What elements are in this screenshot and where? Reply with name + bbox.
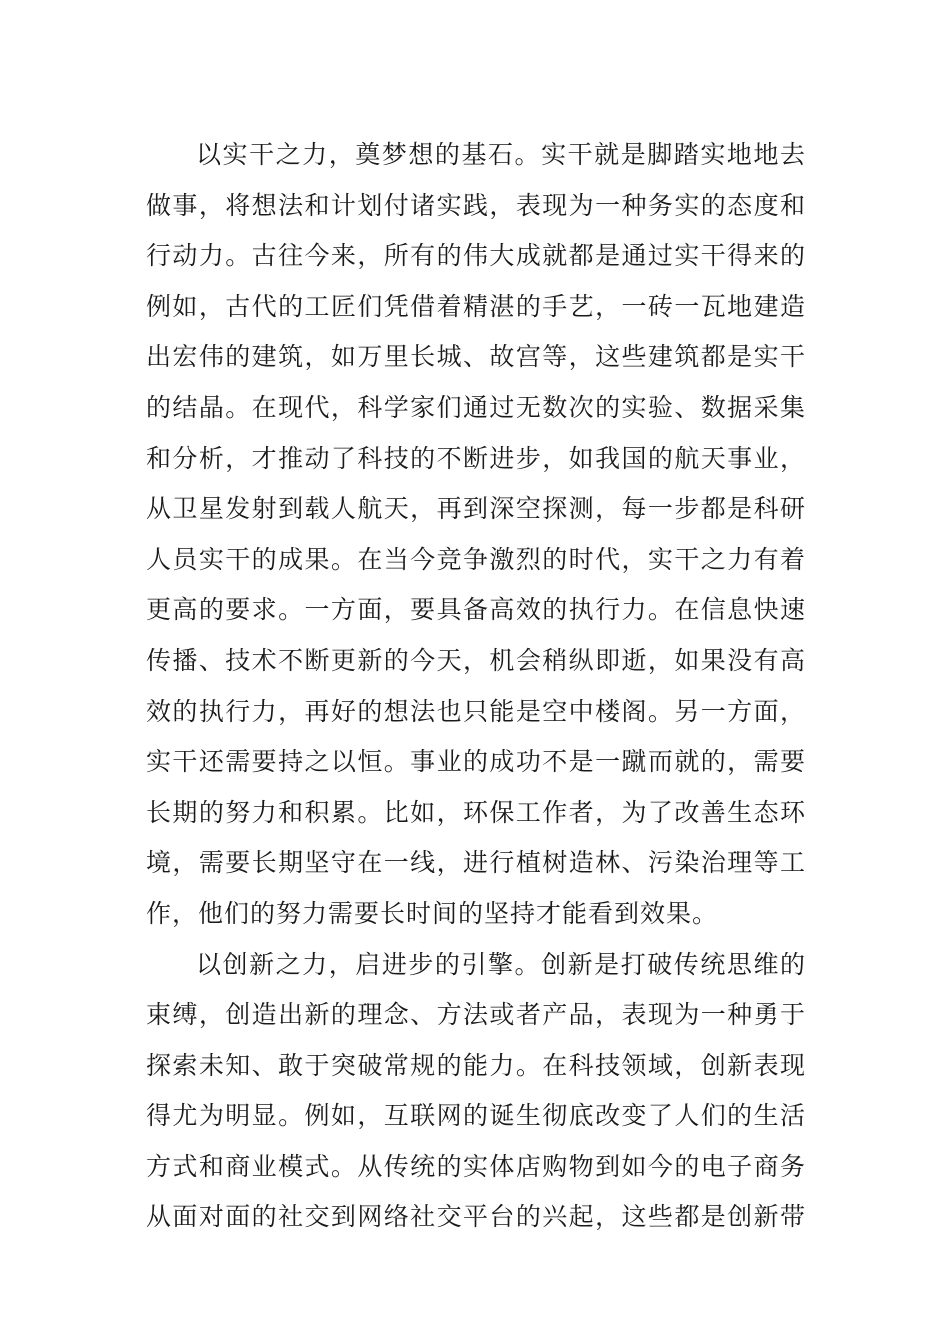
paragraph-practical-action: [146, 130, 806, 940]
paragraph-line: 以实干之力，奠梦想的基石。实干就是脚踏实地地去: [196, 140, 806, 169]
paragraph-line: 出宏伟的建筑，如万里长城、故宫等，这些建筑都是实干: [146, 342, 806, 372]
paragraph-line: 束缚，创造出新的理念、方法或者产品，表现为一种勇于: [146, 1000, 806, 1030]
paragraph-line: 人员实干的成果。在当今竞争激烈的时代，实干之力有着: [146, 544, 806, 574]
paragraph-line: 得尤为明显。例如，互联网的诞生彻底改变了人们的生活: [146, 1101, 806, 1131]
paragraph-line: 做事，将想法和计划付诸实践，表现为一种务实的态度和: [146, 190, 806, 220]
paragraph-line: 从卫星发射到载人航天，再到深空探测，每一步都是科研: [146, 494, 806, 524]
paragraph-line: 的结晶。在现代，科学家们通过无数次的实验、数据采集: [146, 392, 806, 422]
paragraph-line: 以创新之力，启进步的引擎。创新是打破传统思维的: [196, 949, 806, 979]
document-body: [146, 130, 806, 1243]
paragraph-innovation: [146, 940, 806, 1244]
paragraph-line: 作，他们的努力需要长时间的坚持才能看到效果。: [146, 898, 719, 928]
paragraph-line: 更高的要求。一方面，要具备高效的执行力。在信息快速: [146, 595, 806, 625]
paragraph-line: 长期的努力和积累。比如，环保工作者，为了改善生态环: [146, 797, 806, 827]
paragraph-line: 传播、技术不断更新的今天，机会稍纵即逝，如果没有高: [146, 645, 806, 675]
paragraph-line: 行动力。古往今来，所有的伟大成就都是通过实干得来的: [146, 241, 806, 271]
paragraph-line: 境，需要长期坚守在一线，进行植树造林、污染治理等工: [146, 848, 806, 878]
paragraph-line: 和分析，才推动了科技的不断进步，如我国的航天事业，: [146, 443, 806, 473]
paragraph-line: 效的执行力，再好的想法也只能是空中楼阁。另一方面，: [146, 696, 806, 726]
paragraph-line: 方式和商业模式。从传统的实体店购物到如今的电子商务: [146, 1151, 806, 1181]
paragraph-line: 例如，古代的工匠们凭借着精湛的手艺，一砖一瓦地建造: [146, 291, 806, 321]
paragraph-line: 探索未知、敢于突破常规的能力。在科技领域，创新表现: [146, 1050, 806, 1080]
paragraph-line: 实干还需要持之以恒。事业的成功不是一蹴而就的，需要: [146, 747, 806, 777]
paragraph-line: 从面对面的社交到网络社交平台的兴起，这些都是创新带: [146, 1202, 806, 1232]
